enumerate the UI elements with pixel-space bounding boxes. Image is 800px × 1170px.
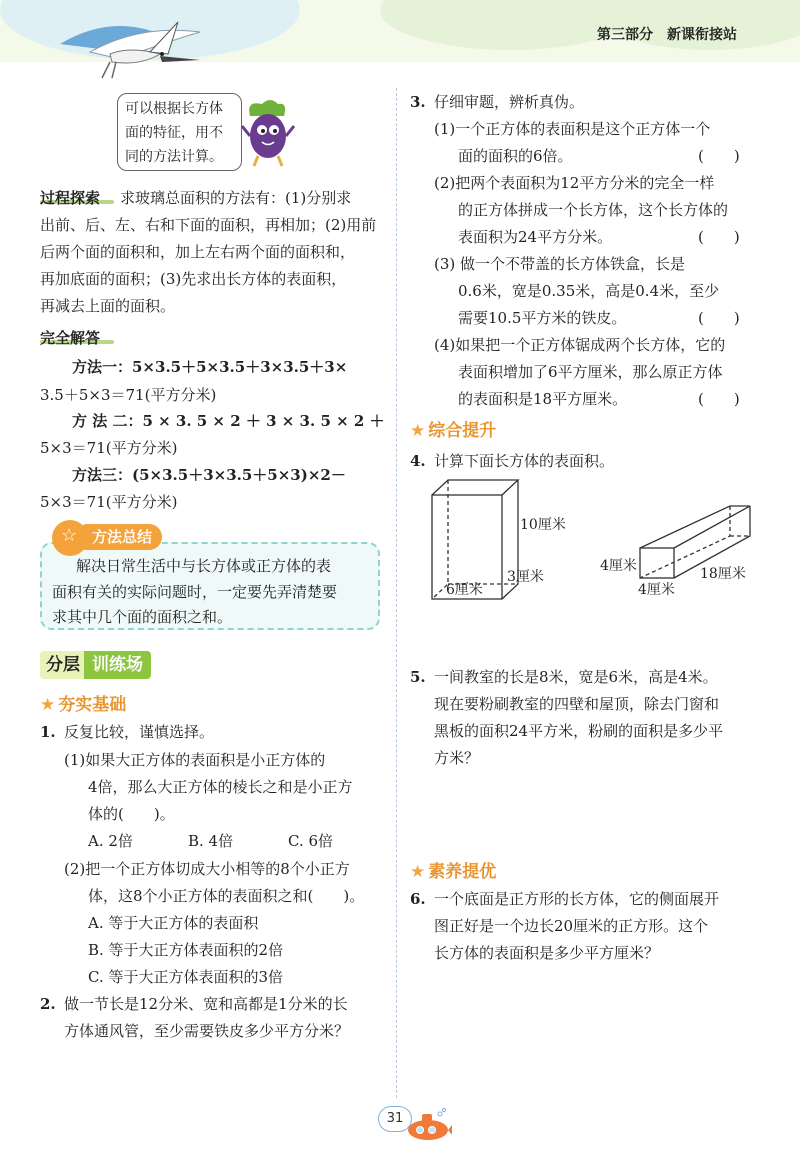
eggplant-mascot-icon xyxy=(240,96,300,168)
tip-bubble xyxy=(117,93,242,171)
section-improve xyxy=(410,416,496,441)
q3-item-line: (1)一个正方体的表面积是这个正方体一个 xyxy=(434,120,711,138)
section-basic-label: 夯实基础 xyxy=(58,695,127,715)
box1-depth-label: 3厘米 xyxy=(507,569,544,585)
star-icon: ★ xyxy=(40,695,56,715)
star-icon: ★ xyxy=(410,421,426,441)
process-label: 过程探索 xyxy=(40,189,101,207)
column-divider xyxy=(396,88,397,1098)
q3-item2-blank[interactable]: ( ) xyxy=(698,228,740,246)
q3-number: 3. xyxy=(410,93,426,111)
q3-item-line: 的表面积是18平方厘米。 xyxy=(458,390,628,408)
q1-sub1-line: (1)如果大正方体的表面积是小正方体的 xyxy=(64,751,326,769)
training-banner-right: 训练场 xyxy=(84,651,151,679)
method2-line: 方 法 二：5 × 3. 5 × 2 ＋ 3 × 3. 5 × 2 ＋ xyxy=(72,412,385,430)
star-icon: ☆ xyxy=(61,525,78,546)
q2-line: 方体通风管，至少需要铁皮多少平方分米？ xyxy=(64,1022,350,1040)
summary-line: 面积有关的实际问题时，一定要先弄清楚要 xyxy=(52,583,338,601)
method1-line: 方法一：5×3.5＋5×3.5＋3×3.5＋3× xyxy=(72,358,348,376)
q3-item-line: 的正方体拼成一个长方体，这个长方体的 xyxy=(458,201,729,219)
q1-sub1-option[interactable]: A. 2倍 xyxy=(88,832,133,850)
bubble-line: 同的方法计算。 xyxy=(125,149,223,165)
process-line: 再减去上面的面积。 xyxy=(40,297,176,315)
process-line: 求玻璃总面积的方法有：(1)分别求 xyxy=(120,189,352,207)
page-number: 31 xyxy=(378,1106,412,1132)
q1-sub2-option[interactable]: C. 等于大正方体表面积的3倍 xyxy=(88,968,284,986)
q3-item-line: (2)把两个表面积为12平方分米的完全一样 xyxy=(434,174,715,192)
q1-sub1-option[interactable]: B. 4倍 xyxy=(188,832,234,850)
q5-line: 一间教室的长是8米，宽是6米，高是4米。 xyxy=(434,668,718,686)
header-title xyxy=(597,24,751,44)
q5-number: 5. xyxy=(410,668,426,686)
section-literacy xyxy=(410,857,496,882)
q6-line: 一个底面是正方形的长方体，它的侧面展开 xyxy=(434,890,720,908)
q3-item3-blank[interactable]: ( ) xyxy=(698,309,740,327)
process-line: 后两个面的面积和，加上左右两个面的面积和， xyxy=(40,243,356,261)
header-section: 新课衔接站 xyxy=(667,27,737,43)
section-literacy-label: 素养提优 xyxy=(428,862,497,882)
section-basic xyxy=(40,690,126,715)
q1-title: 反复比较，谨慎选择。 xyxy=(64,723,215,741)
method3-line: 5×3＝71(平方分米) xyxy=(40,493,178,511)
box2-width-label: 4厘米 xyxy=(638,582,675,598)
summary-title: 方法总结 xyxy=(82,524,162,550)
method2-line: 5×3＝71(平方分米) xyxy=(40,439,178,457)
q3-item4-blank[interactable]: ( ) xyxy=(698,390,740,408)
summary-line: 解决日常生活中与长方体或正方体的表 xyxy=(76,557,332,575)
q1-sub2-line: 体，这8个小正方体的表面积之和( )。 xyxy=(88,887,365,905)
header-part: 第三部分 xyxy=(597,27,653,43)
seagull-illustration xyxy=(50,4,250,84)
q2-number: 2. xyxy=(40,995,56,1013)
star-icon: ★ xyxy=(410,862,426,882)
q3-item-line: 需要10.5平方米的铁皮。 xyxy=(458,309,627,327)
q3-item1-blank[interactable]: ( ) xyxy=(698,147,740,165)
q3-item-line: (3) 做一个不带盖的长方体铁盒，长是 xyxy=(434,255,686,273)
q5-line: 现在要粉刷教室的四壁和屋顶，除去门窗和 xyxy=(434,695,720,713)
q4-number: 4. xyxy=(410,452,426,470)
q1-number: 1. xyxy=(40,723,56,741)
q6-number: 6. xyxy=(410,890,426,908)
q3-item-line: 0.6米，宽是0.35米，高是0.4米，至少 xyxy=(458,282,720,300)
process-line: 再加底面的面积；(3)先求出长方体的表面积， xyxy=(40,270,347,288)
q3-title: 仔细审题，辨析真伪。 xyxy=(434,93,585,111)
method1-line: 3.5＋5×3＝71(平方分米) xyxy=(40,386,217,404)
q3-item-line: (4)如果把一个正方体锯成两个长方体，它的 xyxy=(434,336,726,354)
box1-width-label: 6厘米 xyxy=(446,582,483,598)
summary-box xyxy=(40,542,380,630)
q3-item-line: 表面积增加了6平方厘米，那么原正方体 xyxy=(458,363,723,381)
q5-line: 黑板的面积24平方米，粉刷的面积是多少平 xyxy=(434,722,724,740)
q5-line: 方米？ xyxy=(434,749,480,767)
q2-line: 做一节长是12分米、宽和高都是1分米的长 xyxy=(64,995,348,1013)
q1-sub1-option[interactable]: C. 6倍 xyxy=(288,832,334,850)
box1-height-label: 10厘米 xyxy=(520,517,566,533)
box2-length-label: 18厘米 xyxy=(700,566,746,582)
q3-item-line: 面的面积的6倍。 xyxy=(458,147,573,165)
section-improve-label: 综合提升 xyxy=(428,421,497,441)
q1-sub1-line: 体的( )。 xyxy=(88,805,175,823)
summary-line: 求其中几个面的面积之和。 xyxy=(52,608,233,626)
q6-line: 图正好是一个边长20厘米的正方形。这个 xyxy=(434,917,709,935)
q1-sub1-line: 4倍，那么大正方体的棱长之和是小正方 xyxy=(88,778,353,796)
q1-sub2-option[interactable]: B. 等于大正方体表面积的2倍 xyxy=(88,941,284,959)
process-line: 出前、后、左、右和下面的面积，再相加；(2)用前 xyxy=(40,216,377,234)
q1-sub2-option[interactable]: A. 等于大正方体的表面积 xyxy=(88,914,259,932)
bubble-line: 面的特征，用不 xyxy=(125,125,223,141)
q4-title: 计算下面长方体的表面积。 xyxy=(434,452,615,470)
q1-sub2-line: (2)把一个正方体切成大小相等的8个小正方 xyxy=(64,860,350,878)
answer-label: 完全解答 xyxy=(40,329,101,347)
training-banner-left: 分层 xyxy=(40,651,86,679)
box2-height-label: 4厘米 xyxy=(600,558,637,574)
q3-item-line: 表面积为24平方分米。 xyxy=(458,228,613,246)
bubble-line: 可以根据长方体 xyxy=(125,101,223,117)
q6-line: 长方体的表面积是多少平方厘米？ xyxy=(434,944,660,962)
submarine-icon xyxy=(396,1108,452,1144)
method3-line: 方法三：(5×3.5＋3×3.5＋5×3)×2－ xyxy=(72,466,346,484)
